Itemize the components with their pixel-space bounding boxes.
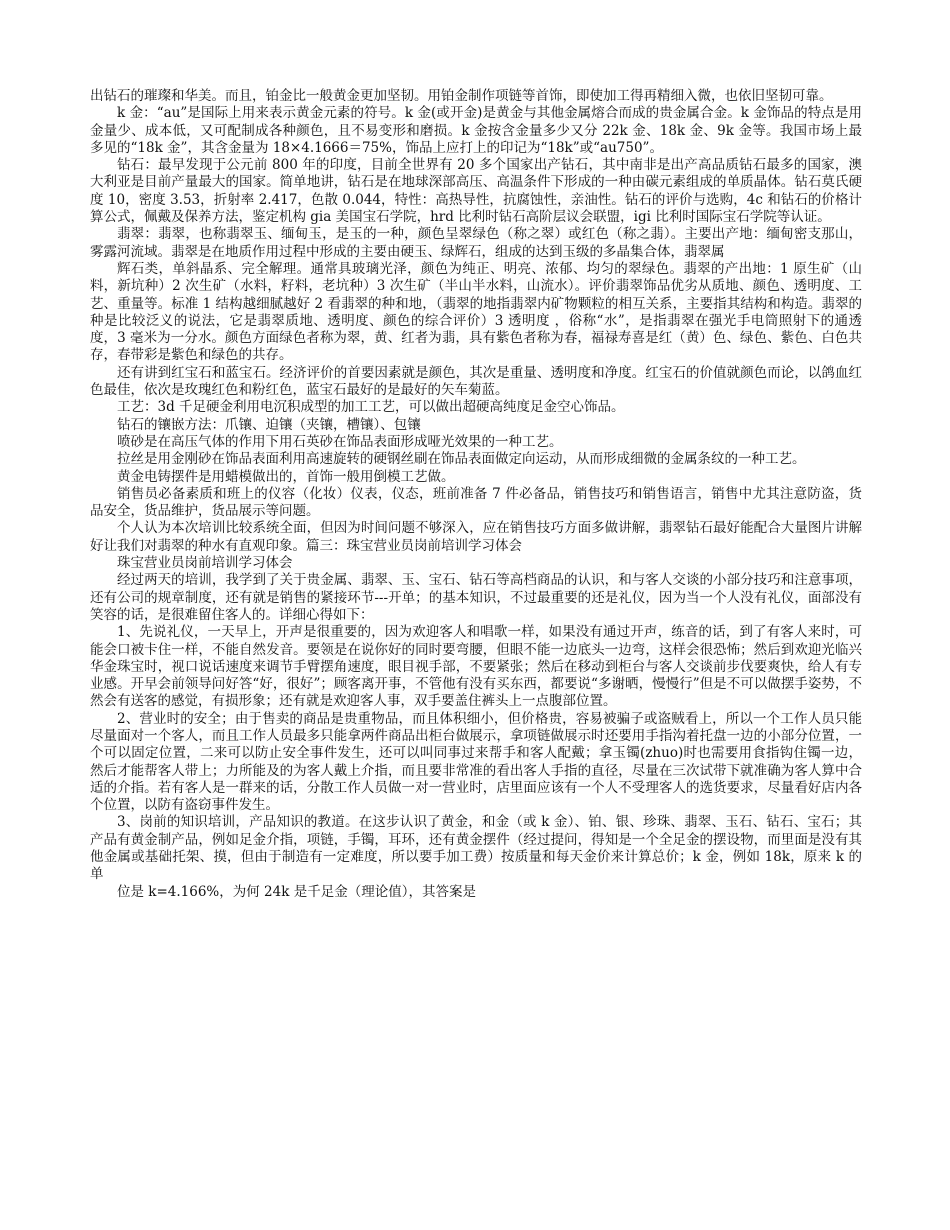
paragraph-electroforming: 黄金电铸摆件是用蜡模做出的，首饰一般用倒模工艺做。 xyxy=(117,468,455,485)
paragraph-salesperson-qualities: 销售员必备素质和班上的仪容（化妆）仪表，仪态，班前准备 7 件必备品，销售技巧和销售语言，销售中尤其注意防盗，货品安全，货品维护，货品展示等问题。 xyxy=(90,485,862,520)
paragraph-product-knowledge: 3、岗前的知识培训，产品知识的教道。在这步认识了黄金，和金（或 k 金）、铂、银、珍珠、翡翠、玉石、钻石、宝石；其产品有黄金制产品，例如足金介指，项链，手镯，耳环，还有黄金摆件（经过提问，得知是一个全足金的摆设物，而里面是没有其他金属或基础托架、摸，但由于制造有一定难度，所以要手加工费）按质量和每天金价来计算总价；k 金，例如 18k，原来 k 的单 xyxy=(90,814,862,883)
paragraph-pyroxene: 辉石类，单斜晶系、完全解理。通常具玻璃光泽，颜色为纯正、明亮、浓郁、均匀的翠绿色。翡翠的产出地：1 原生矿（山料，新坑种）2 次生矿（水料，籽料，老坑种）3 次生矿（半山半水料，山流水）。评价翡翠饰品优劣从质地、颜色、透明度、工艺、重量等。标准 1 结构越细腻越好 2 看翡翠的种和地，（翡翠的地指翡翠内矿物颗粒的相互关系，主要指其结构和构造。翡翠的种是比较泛义的说法，它是翡翠质地、透明度、颜色的综合评价）3 透明度 ，俗称“水”，是指翡翠在强光手电筒照射下的通透度，3 毫米为一分水。颜色方面绿色者称为翠，黄、红者为翡，具有紫色者称为春，福禄寿喜是红（黄）色、绿色、紫色、白色共存，春带彩是紫色和绿色的共存。 xyxy=(90,260,862,364)
section-heading: 珠宝营业员岗前培训学习体会 xyxy=(117,555,293,572)
paragraph-personal-opinion: 个人认为本次培训比较系统全面，但因为时间问题不够深入，应在销售技巧方面多做讲解，翡翠钻石最好能配合大量图片讲解好让我们对翡翠的种水有直观印象。篇三：珠宝营业员岗前培训学习体会 xyxy=(90,520,862,554)
paragraph-safety: 2、营业时的安全；由于售卖的商品是贵重物品，而且体积细小，但价格贵，容易被骗子或盗贼看上，所以一个工作人员只能尽量面对一个客人，而且工作人员最多只能拿两件商品出柜台做展示，拿项链做展示时还要用手指沟着托盘一边的小部分位置，一个可以固定位置，二来可以防止安全事件发生，还可以叫同事过来帮手和客人配戴；拿玉镯(zhuo)时也需要用食指钩住镯一边，然后才能帮客人带上；力所能及的为客人戴上介指，而且要非常准的看出客人手指的直径，尽量在三次试带下就准确为客人算中合适的介指。若有客人是一群来的话，分散工作人员做一对一营业时，店里面应该有一个人不受理客人的选货要求，尽量看好店内各个位置，以防有盗窃事件发生。 xyxy=(90,710,862,814)
paragraph-jadeite: 翡翠：翡翠，也称翡翠玉、缅甸玉，是玉的一种，颜色呈翠绿色（称之翠）或红色（称之翡）。主要出产地：缅甸密支那山，雾露河流域。翡翠是在地质作用过程中形成的主要由硬玉、绿辉石，组成的达到玉级的多晶集合体，翡翠属 xyxy=(90,226,862,260)
paragraph-training-intro: 经过两天的培训，我学到了关于贵金属、翡翠、玉、宝石、钻石等高档商品的认识，和与客人交谈的小部分技巧和注意事项，还有公司的规章制度，还有就是销售的紧接环节---开单；的基本知识，不过最重要的还是礼仪，因为当一个人没有礼仪，面部没有笑容的话，是很难留住客人的。详细心得如下： xyxy=(90,572,862,623)
paragraph-sandblasting: 喷砂是在高压气体的作用下用石英砂在饰品表面形成哑光效果的一种工艺。 xyxy=(117,433,563,450)
paragraph-brushing: 拉丝是用金刚砂在饰品表面利用高速旋转的硬钢丝刷在饰品表面做定向运动，从而形成细微的金属条纹的一种工艺。 xyxy=(117,451,806,468)
document-body xyxy=(90,88,862,901)
paragraph-etiquette: 1、先说礼仪，一天早上，开声是很重要的，因为欢迎客人和唱歌一样，如果没有通过开声，练音的话，到了有客人来时，可能会口被卡住一样，不能自然发音。要领是在说你好的同时要弯腰，但眼不能一边底头一边弯，这样会很恐怖；然后到欢迎光临兴华金珠宝时，视口说话速度来调节手臂摆角速度，眼目视手部，不要紧张；然后在移动到柜台与客人交谈前步伐要爽快，给人有专业感。开早会前领导问好答“好，很好”；顾客离开事，不管他有没有买东西，都要说“多谢晒，慢慢行”但是不可以做摆手姿势，不然会有送客的感觉，有损形象；还有就是欢迎客人事，双手要盖住裤头上一点腹部位置。 xyxy=(90,624,862,710)
paragraph-platinum-tail: 出钻石的璀璨和华美。而且，铂金比一般黄金更加坚韧。用铂金制作项链等首饰，即使加工得再精细入微，也依旧坚韧可靠。 xyxy=(90,88,833,104)
paragraph-setting-methods: 钻石的镶嵌方法：爪镶、迫镶（夹镶，槽镶）、包镶 xyxy=(117,416,421,433)
paragraph-k-gold: k 金：“au”是国际上用来表示黄金元素的符号。k 金(或开金)是黄金与其他金属熔合而成的贵金属合金。k 金饰品的特点是用金量少、成本低，又可配制成各种颜色，且不易变形和磨损。k 金按含金量多少又分 22k 金、18k 金、9k 金等。我国市场上最多见的“18k 金”，其含金量为 18×4.1666＝75%，饰品上应打上的印记为“18k”或“au750”。 xyxy=(90,105,862,156)
paragraph-3d-gold: 工艺：3d 千足硬金利用电沉积成型的加工工艺，可以做出超硬高纯度足金空心饰品。 xyxy=(117,399,625,416)
paragraph-ruby-sapphire: 还有讲到红宝石和蓝宝石。经济评价的首要因素就是颜色，其次是重量、透明度和净度。红宝石的价值就颜色而论，以鸽血红色最佳，依次是玫瑰红色和粉红色，蓝宝石最好的是最好的矢车菊蓝。 xyxy=(90,364,862,399)
paragraph-k-unit: 位是 k=4.166%，为何 24k 是千足金（理论值），其答案是 xyxy=(117,883,476,900)
paragraph-diamond: 钻石：最早发现于公元前 800 年的印度，目前全世界有 20 多个国家出产钻石，其中南非是出产高品质钻石最多的国家，澳大利亚是目前产量最大的国家。简单地讲，钻石是在地球深部高压、高温条件下形成的一种由碳元素组成的单质晶体。钻石莫氏硬度 10，密度 3.53，折射率 2.417，色散 0.044，特性：高热导性，抗腐蚀性，亲油性。钻石的评价与选购，4c 和钻石的价格计算公式，佩戴及保养方法，鉴定机构 gia 美国宝石学院，hrd 比利时钻石高阶层议会联盟，igi 比利时国际宝石学院等认证。 xyxy=(90,157,862,226)
